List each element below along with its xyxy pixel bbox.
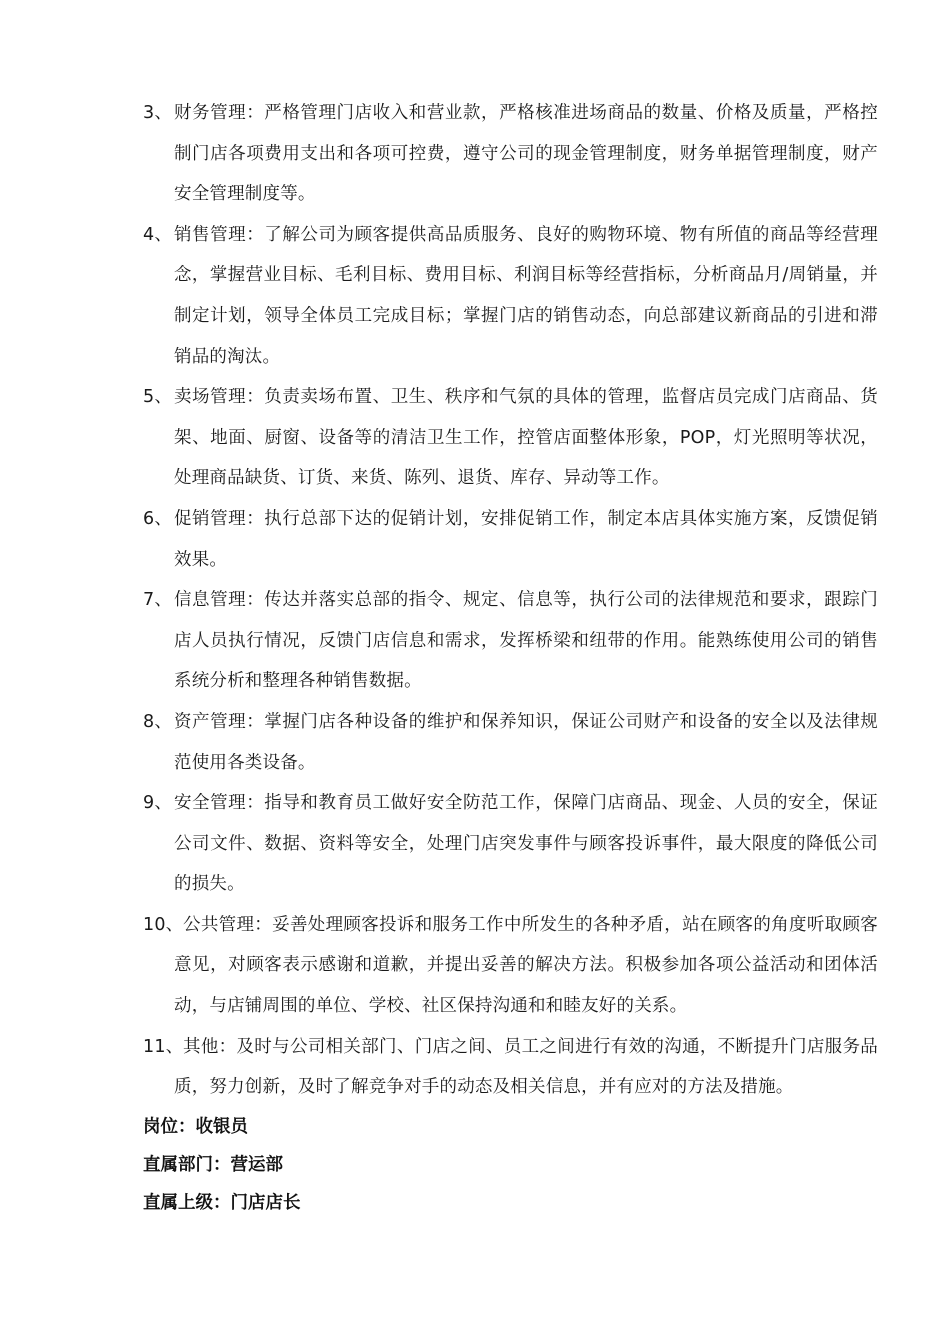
duty-text: 销售管理：了解公司为顾客提供高品质服务、良好的购物环境、物有所值的商品等经营理念，掌握营业目标、毛利目标、费用目标、利润目标等经营指标，分析商品月/周销量，并制定计划，领导全体员工完成目标；掌握门店的销售动态，向总部建议新商品的引进和滞销品的淘汰。 <box>174 224 878 367</box>
duty-item-10 <box>143 905 878 1027</box>
duty-text: 卖场管理：负责卖场布置、卫生、秩序和气氛的具体的管理，监督店员完成门店商品、货架、地面、厨窗、设备等的清洁卫生工作，控管店面整体形象，POP，灯光照明等状况，处理商品缺货、订货、来货、陈列、退货、库存、异动等工作。 <box>174 387 878 489</box>
duty-number: 8、 <box>143 711 173 732</box>
duty-text: 安全管理：指导和教育员工做好安全防范工作，保障门店商品、现金、人员的安全，保证公司文件、数据、资料等安全，处理门店突发事件与顾客投诉事件，最大限度的降低公司的损失。 <box>174 793 878 895</box>
duty-item-9 <box>143 783 878 905</box>
department-label: 直属部门：营运部 <box>143 1154 283 1175</box>
duty-text: 公共管理：妥善处理顾客投诉和服务工作中所发生的各种矛盾，站在顾客的角度听取顾客意见，对顾客表示感谢和道歉，并提出妥善的解决方法。积极参加各项公益活动和团体活动，与店铺周围的单位、学校、社区保持沟通和和睦友好的关系。 <box>174 914 878 1017</box>
position-title: 岗位：收银员 <box>143 1116 248 1137</box>
duty-number: 9、 <box>143 793 173 814</box>
duty-number: 7、 <box>143 590 173 611</box>
duty-item-5 <box>143 377 878 499</box>
duty-item-6 <box>143 499 878 580</box>
duty-number: 11、 <box>143 1036 184 1057</box>
duty-number: 5、 <box>143 387 173 408</box>
duty-number: 6、 <box>143 508 173 529</box>
duty-text: 资产管理：掌握门店各种设备的维护和保养知识，保证公司财产和设备的安全以及法律规范使用各类设备。 <box>174 711 878 773</box>
duty-item-4 <box>143 215 878 377</box>
duty-number: 4、 <box>143 224 173 245</box>
duty-text: 促销管理：执行总部下达的促销计划，安排促销工作，制定本店具体实施方案，反馈促销效果。 <box>174 508 878 570</box>
duty-text: 信息管理：传达并落实总部的指令、规定、信息等，执行公司的法律规范和要求，跟踪门店人员执行情况，反馈门店信息和需求，发挥桥梁和纽带的作用。能熟练使用公司的销售系统分析和整理各种销售数据。 <box>174 590 878 692</box>
duty-item-11 <box>143 1027 878 1108</box>
duty-text: 财务管理：严格管理门店收入和营业款，严格核准进场商品的数量、价格及质量，严格控制门店各项费用支出和各项可控费，遵守公司的现金管理制度，财务单据管理制度，财产安全管理制度等。 <box>174 103 878 205</box>
duty-item-8 <box>143 702 878 783</box>
duty-item-7 <box>143 580 878 702</box>
duty-text: 其他：及时与公司相关部门、门店之间、员工之间进行有效的沟通，不断提升门店服务品质，努力创新，及时了解竞争对手的动态及相关信息，并有应对的方法及措施。 <box>174 1036 878 1098</box>
duty-number: 3、 <box>143 103 173 123</box>
duty-number: 10、 <box>143 914 184 935</box>
duty-item-3 <box>143 93 878 215</box>
superior-label: 直属上级：门店店长 <box>143 1192 301 1213</box>
document-body <box>143 93 878 1222</box>
